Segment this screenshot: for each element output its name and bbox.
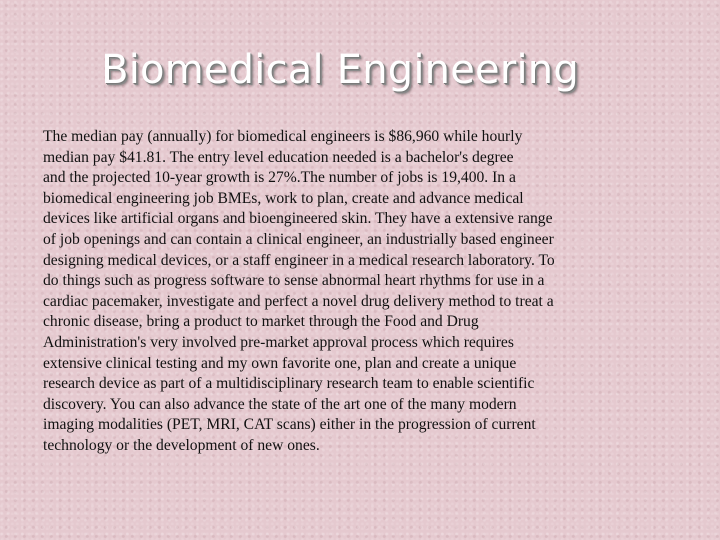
slide-title: Biomedical Engineering	[101, 47, 579, 93]
slide-body-text: The median pay (annually) for biomedical engineers is $86,960 while hourly median pay $41.81. The entry level education needed is a bachelor's degree and the projected 10-year growth is 27%.The number of jobs is 19,400. In a biomedical engineering job BMEs, work to plan, create and advance medical devices like artificial organs and bioengineered skin. They have a extensive range of job openings and can contain a clinical engineer, an industrially based engineer designing medical devices, or a staff engineer in a medical research laboratory. To do things such as progress software to sense abnormal heart rhythms for use in a cardiac pacemaker, investigate and perfect a novel drug delivery method to treat a chronic disease, bring a product to market through the Food and Drug Administration's very involved pre-market approval process which requires extensive clinical testing and my own favorite one, plan and create a unique research device as part of a multidisciplinary research team to enable scientific discovery. You can also advance the state of the art one of the many modern imaging modalities (PET, MRI, CAT scans) either in the progression of current technology or the development of new ones.	[43, 128, 555, 454]
